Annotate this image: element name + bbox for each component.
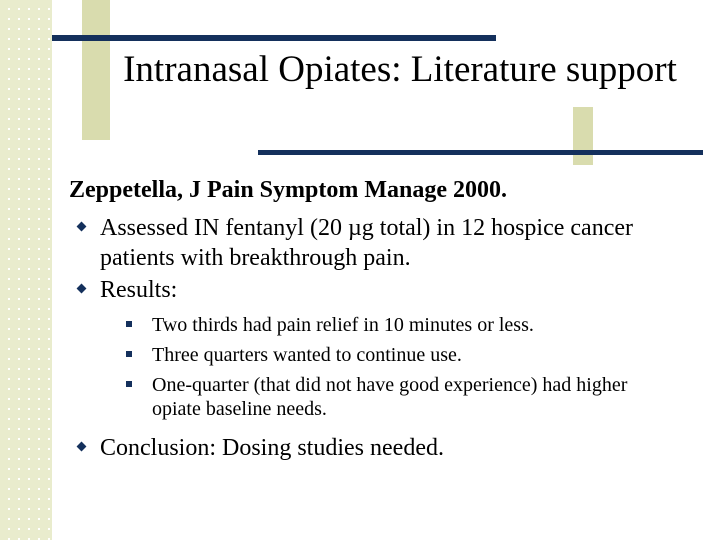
decorative-grid-strip xyxy=(0,0,52,540)
bullet-list xyxy=(78,213,678,465)
sub-bullet-text: Three quarters wanted to continue use. xyxy=(152,344,462,366)
sub-bullet-item xyxy=(120,373,678,421)
diamond-bullet-icon xyxy=(77,442,87,452)
bullet-item xyxy=(78,433,678,463)
source-citation: Zeppetella, J Pain Symptom Manage 2000. xyxy=(69,177,507,203)
bullet-text: Assessed IN fentanyl (20 µg total) in 12 hospice cancer patients with breakthrough pain. xyxy=(100,215,634,271)
decorative-accent-block-top xyxy=(82,0,110,140)
diamond-bullet-icon xyxy=(77,222,87,232)
title-rule-bottom xyxy=(258,150,703,155)
bullet-text: Conclusion: Dosing studies needed. xyxy=(100,435,444,461)
square-bullet-icon xyxy=(126,351,132,357)
title-rule-top xyxy=(52,35,496,41)
slide-title: Intranasal Opiates: Literature support xyxy=(123,49,677,90)
diamond-bullet-icon xyxy=(77,284,87,294)
sub-bullet-text: Two thirds had pain relief in 10 minutes or less. xyxy=(152,314,534,336)
sub-bullet-item xyxy=(120,343,678,367)
square-bullet-icon xyxy=(126,381,132,387)
sub-bullet-item xyxy=(120,313,678,337)
bullet-item xyxy=(78,213,678,273)
square-bullet-icon xyxy=(126,321,132,327)
sub-bullet-text: One-quarter (that did not have good experience) had higher opiate baseline needs. xyxy=(152,374,628,420)
bullet-item xyxy=(78,275,678,421)
decorative-accent-block-bottom xyxy=(573,107,593,165)
bullet-text: Results: xyxy=(100,277,178,303)
sub-bullet-list xyxy=(100,313,678,421)
